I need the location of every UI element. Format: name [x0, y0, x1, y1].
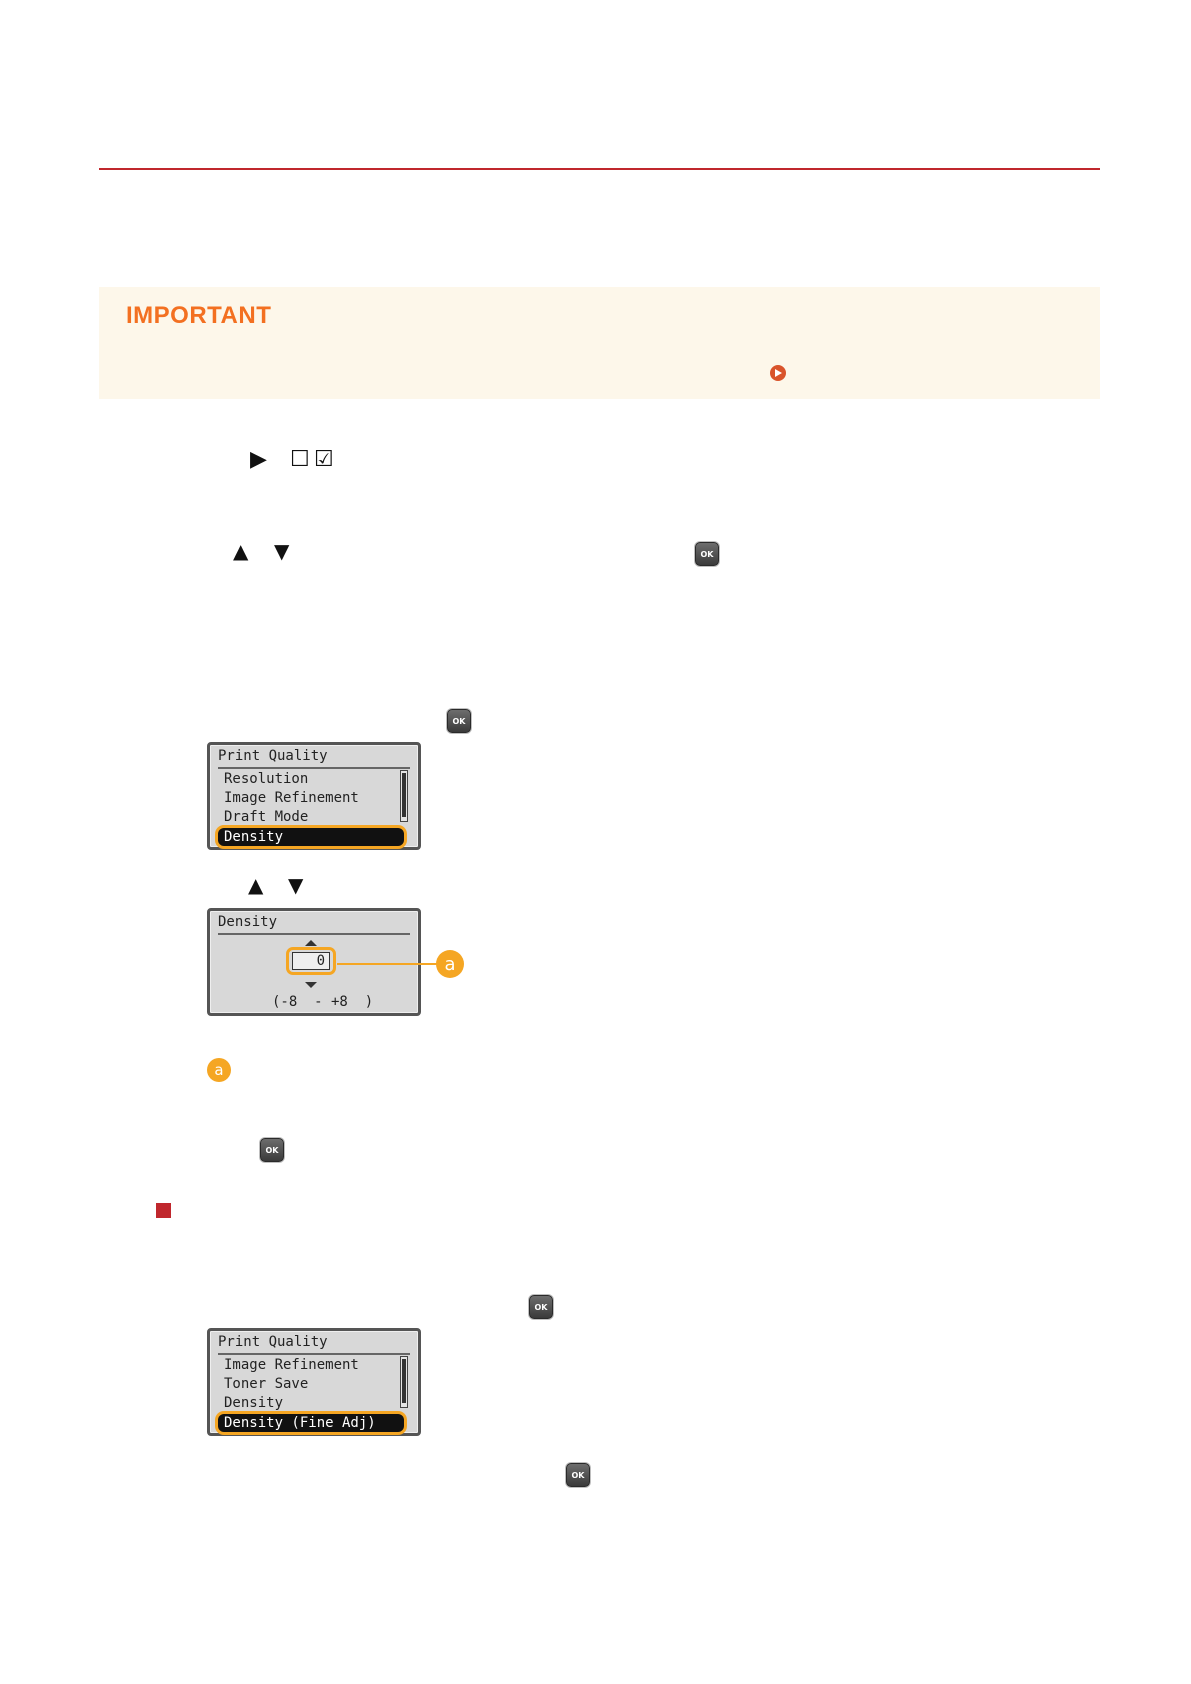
important-title: IMPORTANT: [126, 302, 272, 329]
lcd-divider: [218, 933, 410, 935]
section-marker: [156, 1203, 171, 1218]
ok-key-icon: OK: [695, 542, 719, 566]
lcd-scroll-thumb: [402, 1359, 406, 1403]
density-range: (-8 - +8 ): [272, 994, 374, 1010]
callout-a-icon: a: [436, 950, 464, 978]
right-arrow-icon: ▶: [250, 447, 267, 472]
value-down-icon: [305, 982, 317, 988]
lcd-menu-item: Image Refinement: [224, 1357, 359, 1373]
lcd-screen-print-quality-fine: [207, 1328, 421, 1436]
lcd-title: Density: [218, 914, 278, 930]
value-up-icon: [305, 940, 317, 946]
lcd-menu-item: Draft Mode: [224, 809, 309, 825]
down-arrow-icon: ▼: [274, 539, 290, 563]
lcd-scroll-thumb: [402, 773, 406, 817]
lcd-scrollbar: [400, 770, 408, 822]
lcd-scrollbar: [400, 1356, 408, 1408]
header-rule: [99, 168, 1100, 170]
checkbox-checked-icon: ☑: [314, 447, 334, 472]
lcd-menu-item: Density: [224, 1395, 284, 1411]
lcd-menu-item: Toner Save: [224, 1376, 309, 1392]
density-value-field: 0: [292, 952, 330, 970]
lcd-menu-item: Image Refinement: [224, 790, 359, 806]
lcd-divider: [218, 1353, 410, 1355]
callout-a-icon: a: [207, 1058, 231, 1082]
lcd-selected-item: Density (Fine Adj): [218, 1414, 404, 1432]
lcd-divider: [218, 767, 410, 769]
up-arrow-icon: ▲: [248, 873, 264, 897]
down-arrow-icon: ▼: [288, 873, 304, 897]
checkbox-icon: ☐: [290, 447, 310, 472]
link-arrow-icon[interactable]: [770, 365, 786, 381]
lcd-selected-item: Density: [218, 828, 404, 846]
lcd-menu-item: Resolution: [224, 771, 309, 787]
lcd-title: Print Quality: [218, 748, 328, 764]
up-arrow-icon: ▲: [233, 539, 249, 563]
value-highlight: [286, 947, 336, 975]
lcd-screen-density: [207, 908, 421, 1016]
ok-key-icon: OK: [566, 1463, 590, 1487]
lcd-screen-print-quality: [207, 742, 421, 850]
ok-key-icon: OK: [260, 1138, 284, 1162]
lcd-title: Print Quality: [218, 1334, 328, 1350]
ok-key-icon: OK: [529, 1295, 553, 1319]
callout-line: [337, 963, 437, 965]
ok-key-icon: OK: [447, 709, 471, 733]
